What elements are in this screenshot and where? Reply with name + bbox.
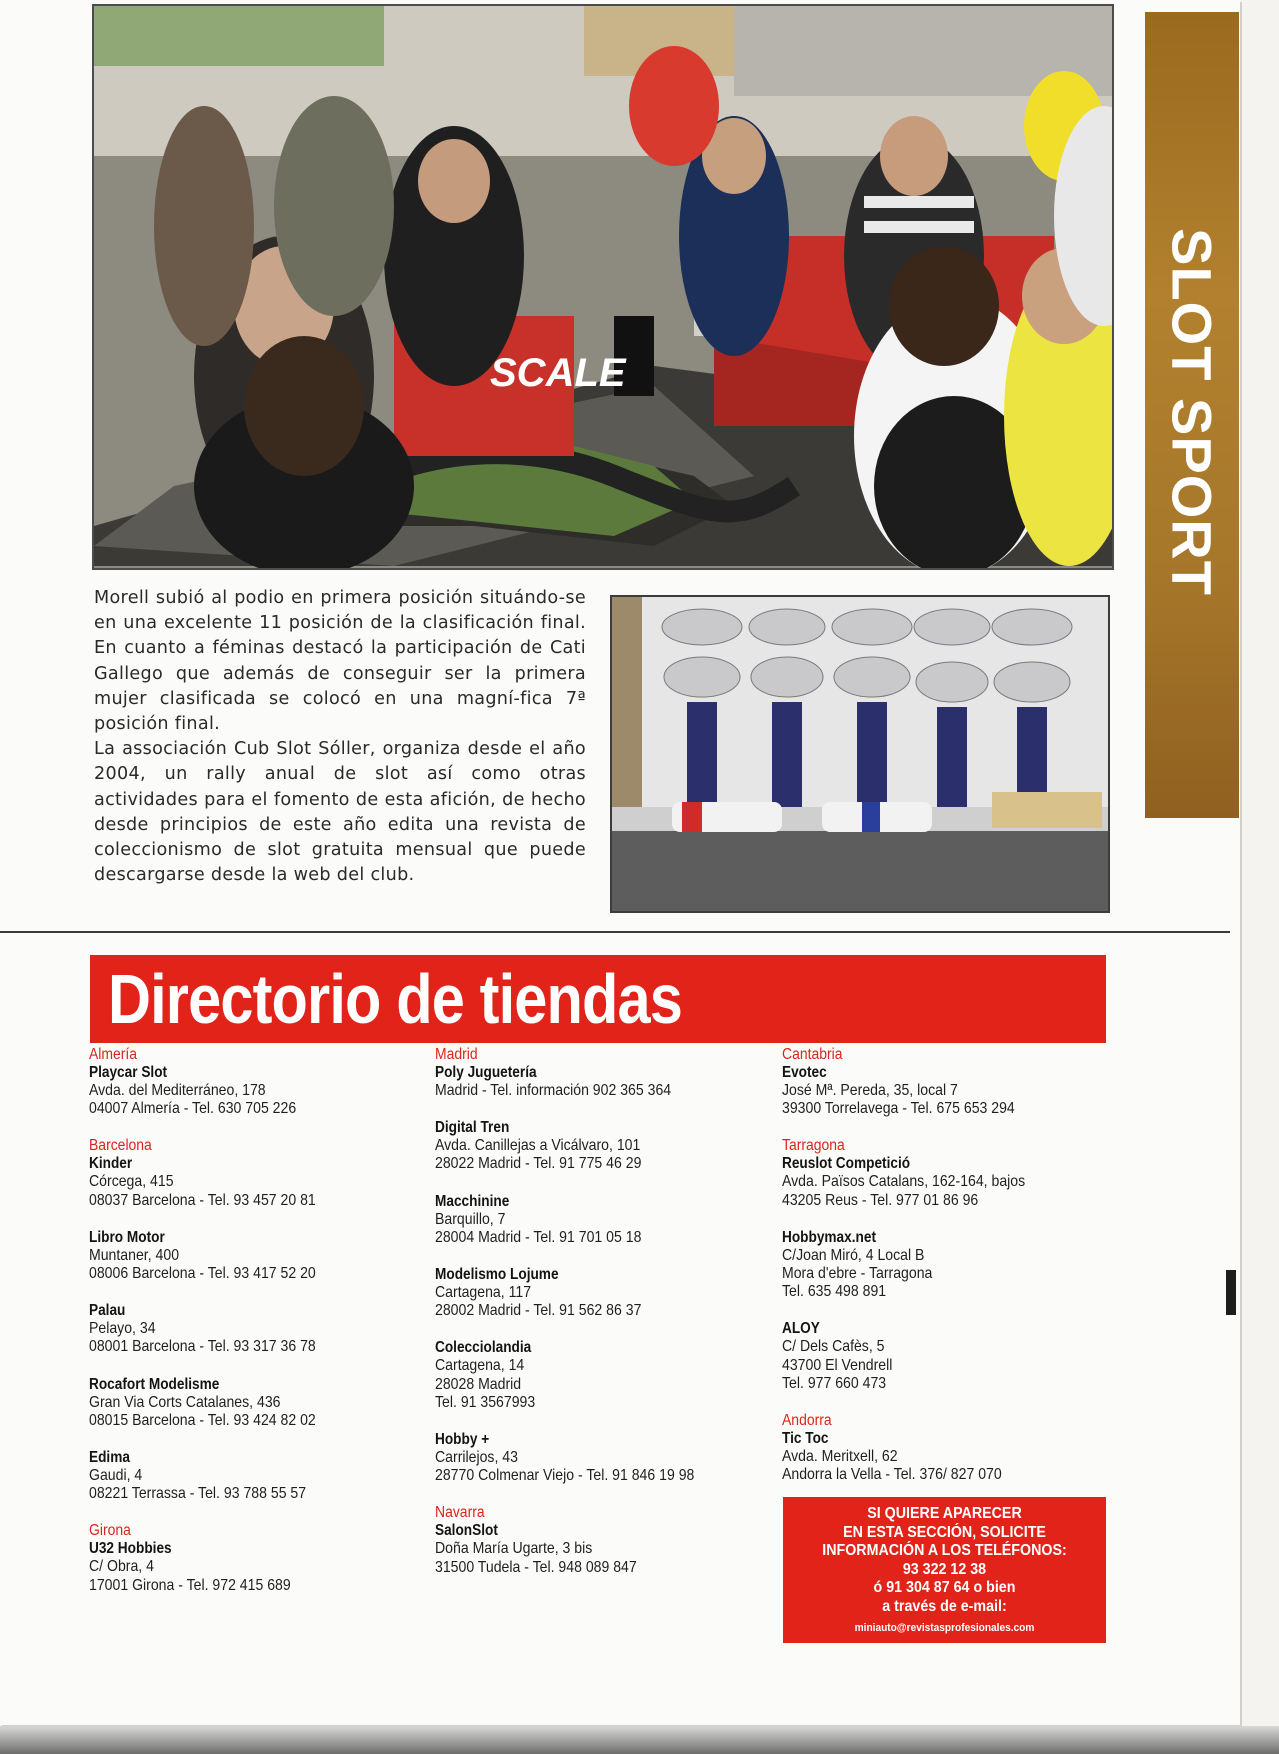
directory-column	[782, 1046, 1102, 1503]
region-name: Navarra	[435, 1504, 485, 1522]
section-side-band	[1145, 12, 1239, 818]
shop-entry	[435, 1431, 755, 1485]
article-paragraph: Morell subió al podio en primera posición situándo-se en una excelente 11 posición de la clasificación final. En cuanto a féminas destacó la participación de Cati Gallego que además de conseguir ser la primera mujer clasificada se colocó en una magní-fica 7ª posición final.	[94, 588, 586, 735]
article-paragraph: La associación Cub Slot Sóller, organiza desde el año 2004, un rally anual de slot así como otras actividades para el fomento de esta afición, de hecho desde principios de este año edita una revista de coleccionismo de slot gratuita mensual que puede descargarse desde la web del club.	[94, 739, 586, 886]
shop-name: Digital Tren	[435, 1119, 510, 1137]
ad-line: EN ESTA SECCIÓN, SOLICITE	[843, 1523, 1046, 1541]
shop-address: Córcega, 415	[89, 1173, 174, 1191]
shop-entry	[435, 1193, 755, 1247]
shop-phone: 08037 Barcelona - Tel. 93 457 20 81	[89, 1191, 316, 1209]
shop-phone: 43205 Reus - Tel. 977 01 86 96	[782, 1191, 979, 1209]
shop-entry	[89, 1302, 409, 1356]
shop-name: Hobbymax.net	[782, 1228, 876, 1246]
directory-column	[435, 1046, 755, 1596]
shop-phone: Tel. 91 3567993	[435, 1393, 536, 1411]
shop-entry	[435, 1064, 755, 1100]
shop-address: C/Joan Miró, 4 Local B	[782, 1246, 925, 1264]
directory-header	[90, 955, 1106, 1043]
shop-address: Barquillo, 7	[435, 1210, 506, 1228]
shop-address: Avda. del Mediterráneo, 178	[89, 1082, 266, 1099]
shop-name: Rocafort Modelisme	[89, 1375, 220, 1393]
shop-phone: 28002 Madrid - Tel. 91 562 86 37	[435, 1302, 642, 1320]
shop-address: Gaudi, 4	[89, 1467, 143, 1485]
shop-name: Kinder	[89, 1155, 133, 1173]
shop-phone: 08015 Barcelona - Tel. 93 424 82 02	[89, 1411, 316, 1429]
shop-address: José Mª. Pereda, 35, local 7	[782, 1082, 958, 1099]
shop-address: Gran Via Corts Catalanes, 436	[89, 1393, 281, 1411]
shop-phone: 39300 Torrelavega - Tel. 675 653 294	[782, 1100, 1015, 1118]
region-block	[782, 1046, 1102, 1118]
shop-phone: 04007 Almería - Tel. 630 705 226	[89, 1100, 297, 1118]
region-block	[782, 1412, 1102, 1484]
shop-phone: 08006 Barcelona - Tel. 93 417 52 20	[89, 1265, 316, 1283]
shop-phone: 08221 Terrassa - Tel. 93 788 55 57	[89, 1485, 307, 1503]
shop-city: Mora d'ebre - Tarragona	[782, 1265, 933, 1283]
shop-name: SalonSlot	[435, 1522, 498, 1540]
ad-line: SI QUIERE APARECER	[867, 1505, 1022, 1522]
shop-name: Playcar Slot	[89, 1064, 168, 1081]
shop-entry	[782, 1064, 1102, 1118]
region-block	[435, 1046, 755, 1485]
shop-phone: Tel. 977 660 473	[782, 1374, 887, 1392]
article-body	[94, 586, 586, 888]
advertise-info-box	[783, 1497, 1106, 1643]
scalextric-banner-text: SCALE	[490, 351, 626, 395]
shop-address: Cartagena, 14	[435, 1357, 525, 1375]
shop-phone: 08001 Barcelona - Tel. 93 317 36 78	[89, 1338, 316, 1356]
shop-name: Edima	[89, 1449, 130, 1467]
region-block	[89, 1522, 409, 1594]
shop-address: Carrilejos, 43	[435, 1449, 518, 1467]
shop-phone: 28004 Madrid - Tel. 91 701 05 18	[435, 1228, 642, 1246]
region-name: Tarragona	[782, 1137, 845, 1155]
section-divider	[0, 931, 1230, 933]
shop-name: Libro Motor	[89, 1228, 165, 1246]
region-block	[89, 1046, 409, 1118]
shop-name: Poly Juguetería	[435, 1064, 537, 1081]
shop-entry	[435, 1266, 755, 1320]
ad-email-link[interactable]: miniauto@revistasprofesionales.com	[854, 1621, 1035, 1634]
shop-address: Pelayo, 34	[89, 1320, 156, 1338]
shop-phone: 17001 Girona - Tel. 972 415 689	[89, 1576, 291, 1594]
shop-name: U32 Hobbies	[89, 1540, 172, 1558]
shop-phone: 28770 Colmenar Viejo - Tel. 91 846 19 98	[435, 1467, 695, 1485]
shop-name: Palau	[89, 1302, 126, 1320]
slot-event-photo	[92, 4, 1114, 570]
shop-name: Modelismo Lojume	[435, 1266, 559, 1284]
shop-city: 28028 Madrid	[435, 1375, 522, 1393]
shop-address: Cartagena, 117	[435, 1284, 532, 1302]
shop-entry	[782, 1320, 1102, 1393]
shop-name: Tic Toc	[782, 1430, 829, 1448]
region-name: Cantabria	[782, 1046, 843, 1063]
shop-entry	[89, 1449, 409, 1503]
region-name: Almería	[89, 1046, 138, 1063]
ad-line: a través de e-mail:	[882, 1597, 1007, 1615]
region-name: Andorra	[782, 1412, 832, 1430]
directory-column	[89, 1046, 409, 1614]
shop-phone: 28022 Madrid - Tel. 91 775 46 29	[435, 1155, 642, 1173]
shop-address: C/ Dels Cafès, 5	[782, 1338, 885, 1356]
shop-entry	[782, 1155, 1102, 1209]
region-name: Barcelona	[89, 1137, 152, 1155]
shop-entry	[435, 1522, 755, 1576]
shop-name: Macchinine	[435, 1192, 510, 1210]
shop-address: C/ Obra, 4	[89, 1558, 154, 1576]
shop-entry	[782, 1430, 1102, 1484]
shop-entry	[89, 1376, 409, 1430]
shop-phone: Tel. 635 498 891	[782, 1283, 887, 1301]
shop-name: ALOY	[782, 1320, 820, 1338]
shop-entry	[782, 1229, 1102, 1302]
shop-phone: Andorra la Vella - Tel. 376/ 827 070	[782, 1466, 1002, 1484]
ad-line: INFORMACIÓN A LOS TELÉFONOS:	[822, 1542, 1067, 1560]
shop-entry	[89, 1064, 409, 1118]
page-edge-mark	[1226, 1270, 1236, 1315]
region-block	[782, 1137, 1102, 1393]
shop-address: Avda. Països Catalans, 162-164, bajos	[782, 1173, 1026, 1191]
shop-phone: 31500 Tudela - Tel. 948 089 847	[435, 1558, 637, 1576]
region-block	[89, 1137, 409, 1503]
shop-entry	[435, 1119, 755, 1173]
shop-name: Colecciolandia	[435, 1339, 532, 1357]
shop-entry	[435, 1339, 755, 1412]
shop-address: Avda. Canillejas a Vicálvaro, 101	[435, 1137, 641, 1155]
shop-address: Avda. Meritxell, 62	[782, 1448, 898, 1466]
scan-shadow-bottom	[0, 1726, 1279, 1754]
region-name: Girona	[89, 1522, 131, 1540]
trophies-photo	[610, 595, 1110, 913]
shop-name: Hobby +	[435, 1431, 490, 1449]
directory-title: Directorio de tiendas	[108, 960, 682, 1038]
ad-phone: ó 91 304 87 64 o bien	[873, 1579, 1016, 1597]
shop-address: Muntaner, 400	[89, 1246, 180, 1264]
shop-address: Doña María Ugarte, 3 bis	[435, 1540, 593, 1558]
shop-entry	[89, 1229, 409, 1283]
shop-entry	[89, 1540, 409, 1594]
region-block	[435, 1504, 755, 1576]
ad-phone: 93 322 12 38	[902, 1560, 987, 1578]
region-name: Madrid	[435, 1046, 478, 1063]
shop-name: Evotec	[782, 1064, 827, 1081]
shop-phone: Madrid - Tel. información 902 365 364	[435, 1082, 672, 1099]
shop-entry	[89, 1155, 409, 1209]
shop-city: 43700 El Vendrell	[782, 1356, 893, 1374]
shop-name: Reuslot Competició	[782, 1155, 911, 1173]
section-title: SLOT SPORT	[1160, 228, 1224, 596]
